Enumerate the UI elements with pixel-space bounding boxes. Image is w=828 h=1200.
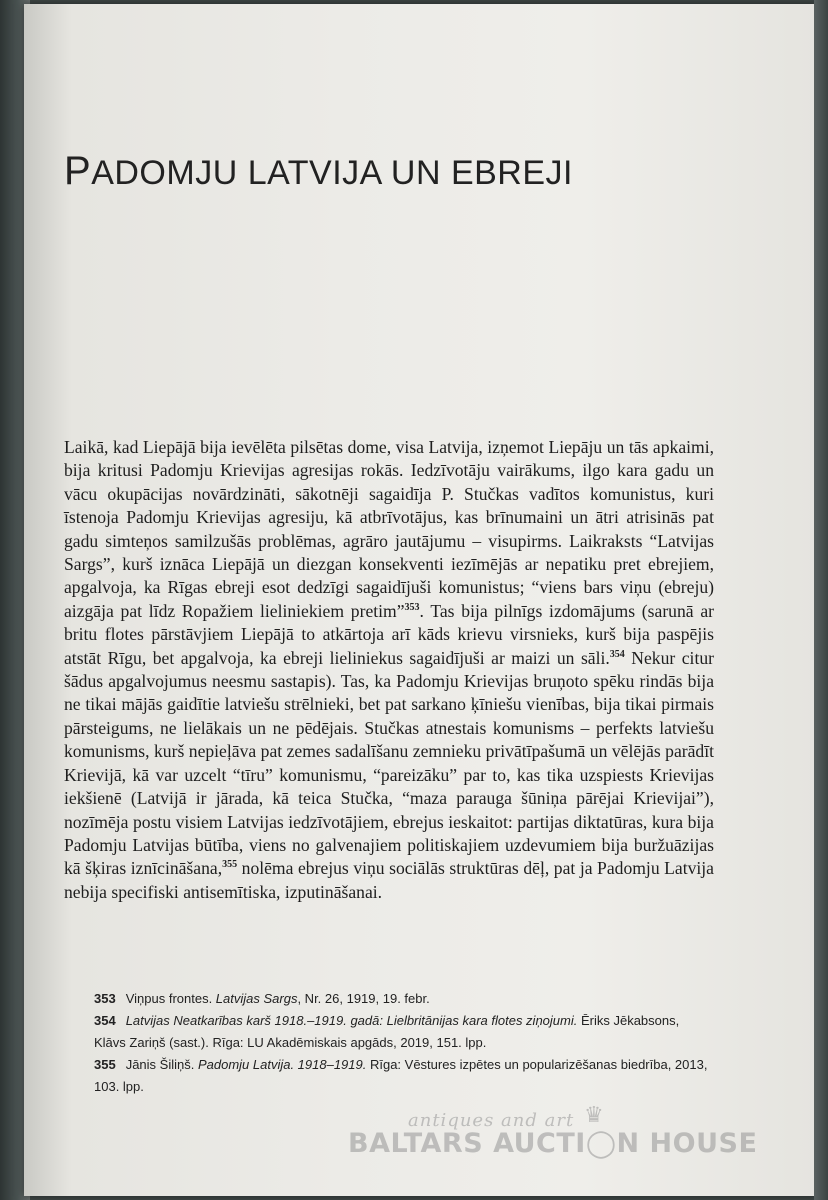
chapter-title-rest: ADOMJU LATVIJA UN EBREJI <box>91 153 573 192</box>
body-text <box>64 436 714 904</box>
footnote-number: 353 <box>94 991 116 1006</box>
body-paragraph <box>64 436 714 904</box>
footnote-text: Ēriks Jēkabsons, Klāvs Zariņš (sast.). Rīga: LU Akadēmiskais apgāds, 2019, 151. lpp. <box>94 1013 680 1050</box>
footnote-source-title: Latvijas Neatkarības karš 1918.–1919. gadā: Lielbritānijas kara flotes ziņojumi. <box>125 1013 578 1028</box>
watermark-main-text: BALTARS AUCTI◯N HOUSE <box>348 1128 758 1159</box>
body-segment-4: nolēma ebrejus viņu sociālās struktūras dēļ, pat ja Padomju Latvija nebija specifiski antisemītiska, izputināšanai. <box>64 858 714 902</box>
footnote-text: , Nr. 26, 1919, 19. febr. <box>297 991 430 1006</box>
body-segment-1: Laikā, kad Liepājā bija ievēlēta pilsētas dome, visa Latvija, izņemot Liepāju un tās apkaimi, bija kritusi Padomju Krievijas agresijas rokās. Iedzīvotāju vairākums, ilgo kara gadu un vācu okupācijas novārdzināti, sākotnēji sagaidīja P. Stučkas vadītos komunistus, kuri īstenoja Padomju Krievijas agresiju, kā atbrīvotājus, kas brīnumaini un ātri atrisinās pat gadu simteņos samilzušās problēmas, agrāro jautājumu – visupirms. Laikraksts “Latvijas Sargs”, kurš iznāca Liepājā un diezgan konsekventi iezīmējās ar nepatiku pret ebrejiem, apgalvoja, ka Rīgas ebreji esot dedzīgi sagaidījuši komunistus; “viens bars viņu (ebreju) aizgāja pat līdz Ropažiem lieliniekiem pretim” <box>64 437 714 621</box>
footnote-source-title: Padomju Latvija. 1918–1919. <box>197 1057 367 1072</box>
footnote-number: 355 <box>94 1057 116 1072</box>
auction-watermark <box>348 1102 758 1170</box>
footnote-355 <box>94 1054 714 1098</box>
footnote-source-title: Latvijas Sargs <box>215 991 298 1006</box>
footnote-text: Jānis Šiliņš. <box>125 1057 198 1072</box>
footnote-354 <box>94 1010 714 1054</box>
footnote-ref-355[interactable]: 355 <box>222 859 238 871</box>
footnotes <box>94 988 714 1098</box>
body-segment-3: Nekur citur šādus apgalvojumus neesmu sastapis). Tas, ka Padomju Krievijas bruņoto spēku rindās bija ne tikai mājās gaidītie latviešu strēlnieki, bet pat sarkano ķīniešu vienības, bija tikai pirmais pārsteigums, ne lielākais un ne pēdējais. Stučkas atnestais komunisms – perfekts latviešu komunisms, kurš nepieļāva pat zemes sadalīšanu zemnieku privātīpašumā un vēlējās parādīt Krievijā, kā var uzcelt “tīru” komunismu, “pareizāku” par to, kas tika uzspiests Krievijas iekšienē (Latvijā ir jārada, kā teica Stučka, “maza parauga šūniņa pārējai Krievijai”), nozīmēja postu visiem Latvijas iedzīvotājiem, ebrejus ieskaitot: partijas diktatūras, kura bija Padomju Latvijas būtība, viens no galvenajiem politiskajiem uzdevumiem bija buržuāzijas kā šķiras iznīcināšana, <box>64 647 714 879</box>
footnote-ref-353[interactable]: 353 <box>404 601 420 613</box>
watermark-script-text: antiques and art <box>408 1110 575 1131</box>
page-right-edge <box>814 0 828 1200</box>
footnote-text: Rīga: Vēstures izpētes un popularizēšanas biedrība, 2013, 103. lpp. <box>94 1057 708 1094</box>
crown-icon: ♛ <box>584 1102 604 1127</box>
body-segment-2: . Tas bija pilnīgs izdomājums (sarunā ar britu flotes pārstāvjiem Liepājā to atkārtoja arī kāds krievu virsnieks, kurš bija paspējis atstāt Rīgu, bet apgalvoja, ka ebreji lieliniekus sagaidījuši ar maizi un sāli. <box>64 600 715 668</box>
chapter-title-initial: P <box>64 148 92 193</box>
footnote-number: 354 <box>94 1013 116 1028</box>
footnote-ref-354[interactable]: 354 <box>609 648 625 660</box>
footnote-text: Viņpus frontes. <box>125 991 216 1006</box>
footnote-353 <box>94 988 714 1010</box>
chapter-title <box>64 148 764 193</box>
